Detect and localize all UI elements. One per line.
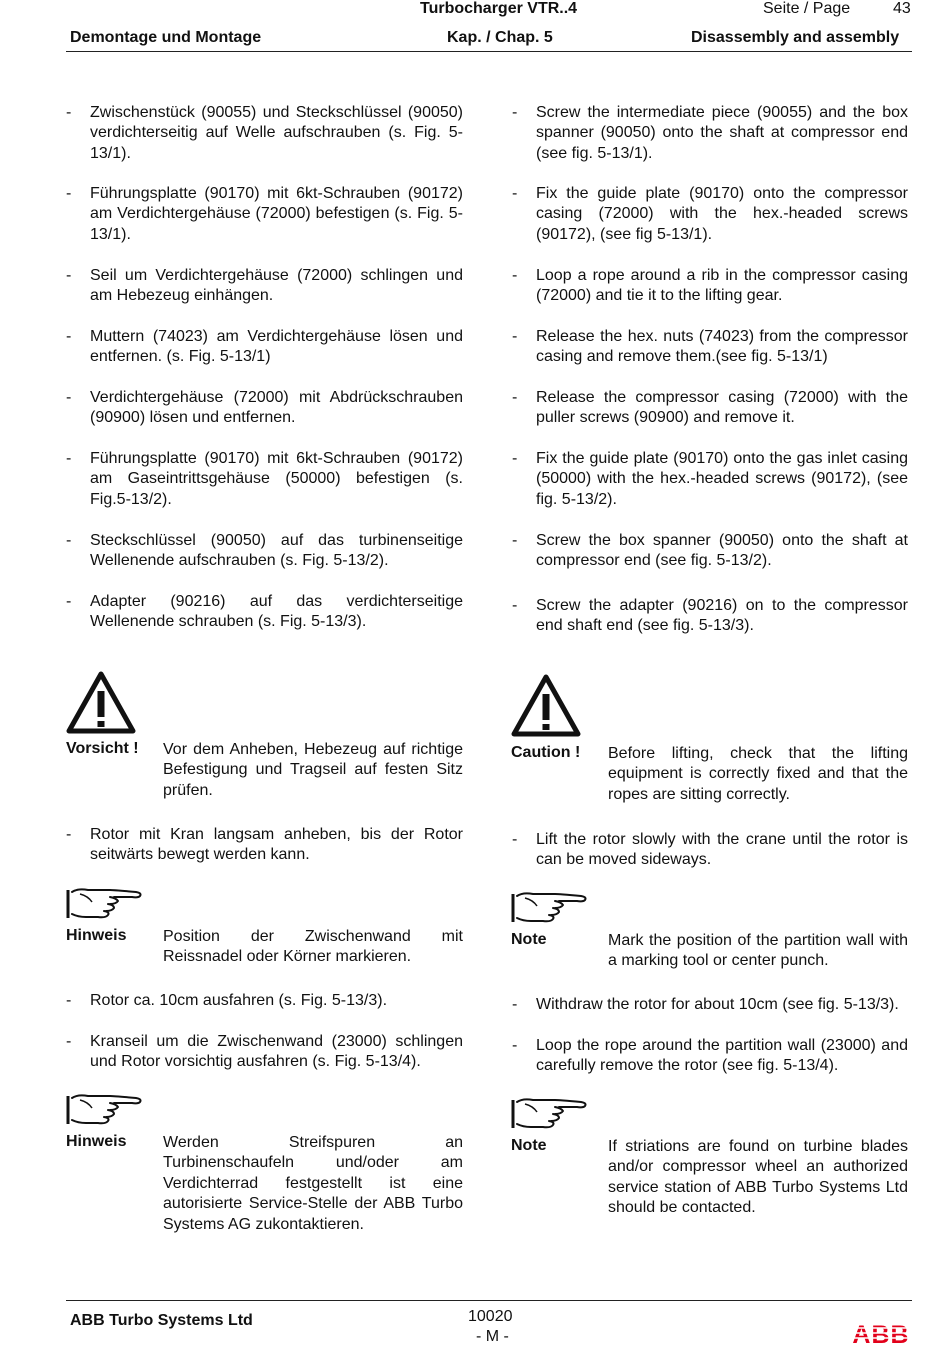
footer-rule (66, 1300, 912, 1301)
step-text: Screw the intermediate piece (90055) and the box spanner (90050) onto the shaft at compressor end (see fig. 5-13/1). (536, 104, 908, 162)
list-item: - Screw the intermediate piece (90055) and the box spanner (90050) onto the shaft at compressor end (see fig. 5-13/1). (512, 103, 908, 165)
step-text: Lift the rotor slowly with the crane until the rotor is can be moved sideways. (536, 831, 908, 869)
step-text: Release the hex. nuts (74023) from the compressor casing and remove them.(see fig. 5-13/1) (536, 328, 908, 366)
note-text: If striations are found on turbine blades and/or compressor wheel an authorized service station of ABB Turbo Systems Ltd should be contacted. (608, 1138, 908, 1217)
caution-label: Vorsicht ! (66, 740, 139, 757)
note-text: Mark the position of the partition wall with a marking tool or center punch. (608, 932, 908, 970)
header-rule (66, 51, 912, 52)
step-text: Loop the rope around the partition wall (23000) and carefully remove the rotor (see fig. 5-13/4). (536, 1037, 908, 1075)
step-text: Kranseil um die Zwischenwand (23000) schlingen und Rotor vorsichtig ausfahren (s. Fig. 5-13/4). (90, 1033, 463, 1071)
step-text: Adapter (90216) auf das verdichterseitige Wellenende schrauben (s. Fig. 5-13/3). (90, 593, 463, 631)
note-text: Position der Zwischenwand mit Reissnadel oder Körner markieren. (163, 928, 463, 966)
list-item: - Screw the box spanner (90050) onto the shaft at compressor end (see fig. 5-13/2). (512, 531, 908, 572)
list-item: - Fix the guide plate (90170) onto the gas inlet casing (50000) with the hex.-headed screws (90172), (see fig. 5-13/2). (512, 449, 908, 511)
abb-logo (852, 1322, 910, 1346)
list-item: - Rotor ca. 10cm ausfahren (s. Fig. 5-13/3). (66, 991, 463, 1013)
list-item: - Steckschlüssel (90050) auf das turbinenseitige Wellenende aufschrauben (s. Fig. 5-13/2). (66, 531, 463, 572)
note-label: Hinweis (66, 1133, 127, 1150)
list-item: - Muttern (74023) am Verdichtergehäuse lösen und entfernen. (s. Fig. 5-13/1) (66, 327, 463, 368)
step-text: Seil um Verdichtergehäuse (72000) schlingen und am Hebezeug einhängen. (90, 267, 463, 305)
page-number: 43 (893, 0, 911, 17)
step-text: Rotor ca. 10cm ausfahren (s. Fig. 5-13/3). (90, 992, 388, 1009)
footer-company: ABB Turbo Systems Ltd (70, 1312, 253, 1329)
step-text: Zwischenstück (90055) und Steckschlüssel (90050) verdichterseitig auf Welle aufschrauben (s. Fig. 5-13/1). (90, 104, 463, 162)
step-text: Withdraw the rotor for about 10cm (see fig. 5-13/3). (536, 996, 899, 1013)
step-text: Rotor mit Kran langsam anheben, bis der Rotor seitwärts bewegt werden kann. (90, 826, 463, 864)
caution-text: Vor dem Anheben, Hebezeug auf richtige Befestigung und Tragseil auf festen Sitz prüfen. (163, 741, 463, 799)
list-item: - Lift the rotor slowly with the crane until the rotor is can be moved sideways. (512, 830, 908, 871)
list-item: - Loop the rope around the partition wall (23000) and carefully remove the rotor (see fig. 5-13/4). (512, 1036, 908, 1077)
step-text: Muttern (74023) am Verdichtergehäuse lösen und entfernen. (s. Fig. 5-13/1) (90, 328, 463, 366)
step-text: Screw the box spanner (90050) onto the shaft at compressor end (see fig. 5-13/2). (536, 532, 908, 570)
list-item: - Führungsplatte (90170) mit 6kt-Schrauben (90172) am Gaseintrittsgehäuse (50000) befestigen (s. Fig.5-13/2). (66, 449, 463, 511)
list-item: - Release the hex. nuts (74023) from the compressor casing and remove them.(see fig. 5-13/1) (512, 327, 908, 368)
footer-doc-code: - M - (476, 1328, 509, 1345)
step-text: Führungsplatte (90170) mit 6kt-Schrauben (90172) am Gaseintrittsgehäuse (50000) befestigen (s. Fig.5-13/2). (90, 450, 463, 508)
list-item: - Withdraw the rotor for about 10cm (see fig. 5-13/3). (512, 995, 908, 1017)
caution-label: Caution ! (511, 744, 581, 761)
list-item: - Kranseil um die Zwischenwand (23000) schlingen und Rotor vorsichtig ausfahren (s. Fig. 5-13/4). (66, 1032, 463, 1073)
note-label: Hinweis (66, 927, 127, 944)
caution-text: Before lifting, check that the lifting equipment is correctly fixed and that the ropes are sitting correctly. (608, 745, 908, 803)
svg-text:ABB: ABB (852, 1322, 910, 1346)
step-text: Führungsplatte (90170) mit 6kt-Schrauben (90172) am Verdichtergehäuse (72000) befestigen (s. Fig. 5-13/1). (90, 185, 463, 243)
section-left: Demontage und Montage (70, 29, 262, 46)
pointing-hand-icon (66, 884, 144, 922)
page-label: Seite / Page (763, 0, 851, 17)
list-item: - Fix the guide plate (90170) onto the compressor casing (72000) with the hex.-headed screws (90172), (see fig 5-13/1). (512, 184, 908, 246)
step-text: Steckschlüssel (90050) auf das turbinenseitige Wellenende aufschrauben (s. Fig. 5-13/2). (90, 532, 463, 570)
list-item: - Release the compressor casing (72000) with the puller screws (90900) and remove it. (512, 388, 908, 429)
step-text: Fix the guide plate (90170) onto the gas inlet casing (50000) with the hex.-headed screws (90172), (see fig. 5-13/2). (536, 450, 908, 508)
step-text: Verdichtergehäuse (72000) mit Abdrückschrauben (90900) lösen und entfernen. (90, 389, 463, 427)
step-text: Loop a rope around a rib in the compressor casing (72000) and tie it to the lifting gear. (536, 267, 908, 305)
pointing-hand-icon (511, 1094, 589, 1132)
footer-doc-number: 10020 (468, 1308, 513, 1325)
step-text: Release the compressor casing (72000) with the puller screws (90900) and remove it. (536, 389, 908, 427)
list-item: - Adapter (90216) auf das verdichterseitige Wellenende schrauben (s. Fig. 5-13/3). (66, 592, 463, 633)
note-label: Note (511, 931, 547, 948)
list-item: - Rotor mit Kran langsam anheben, bis der Rotor seitwärts bewegt werden kann. (66, 825, 463, 866)
step-text: Screw the adapter (90216) on to the compressor end shaft end (see fig. 5-13/3). (536, 597, 908, 635)
list-item: - Seil um Verdichtergehäuse (72000) schlingen und am Hebezeug einhängen. (66, 266, 463, 307)
doc-title: Turbocharger VTR..4 (420, 0, 578, 17)
pointing-hand-icon (511, 888, 589, 926)
section-right: Disassembly and assembly (691, 29, 900, 46)
pointing-hand-icon (66, 1090, 144, 1128)
note-text: Werden Streifspuren an Turbinenschaufeln und/oder am Verdichterrad festgestellt ist eine autorisierte Service-Stelle der ABB Turbo Systems AG zukontaktieren. (163, 1134, 463, 1233)
list-item: - Loop a rope around a rib in the compressor casing (72000) and tie it to the lifting gear. (512, 266, 908, 307)
list-item: - Screw the adapter (90216) on to the compressor end shaft end (see fig. 5-13/3). (512, 596, 908, 637)
warning-triangle-icon (66, 671, 136, 734)
warning-triangle-icon (511, 674, 581, 737)
list-item: - Verdichtergehäuse (72000) mit Abdrückschrauben (90900) lösen und entfernen. (66, 388, 463, 429)
step-text: Fix the guide plate (90170) onto the compressor casing (72000) with the hex.-headed screws (90172), (see fig 5-13/1). (536, 185, 908, 243)
note-label: Note (511, 1137, 547, 1154)
chapter: Kap. / Chap. 5 (447, 29, 553, 46)
list-item: - Zwischenstück (90055) und Steckschlüssel (90050) verdichterseitig auf Welle aufschrauben (s. Fig. 5-13/1). (66, 103, 463, 165)
list-item: - Führungsplatte (90170) mit 6kt-Schrauben (90172) am Verdichtergehäuse (72000) befestigen (s. Fig. 5-13/1). (66, 184, 463, 246)
